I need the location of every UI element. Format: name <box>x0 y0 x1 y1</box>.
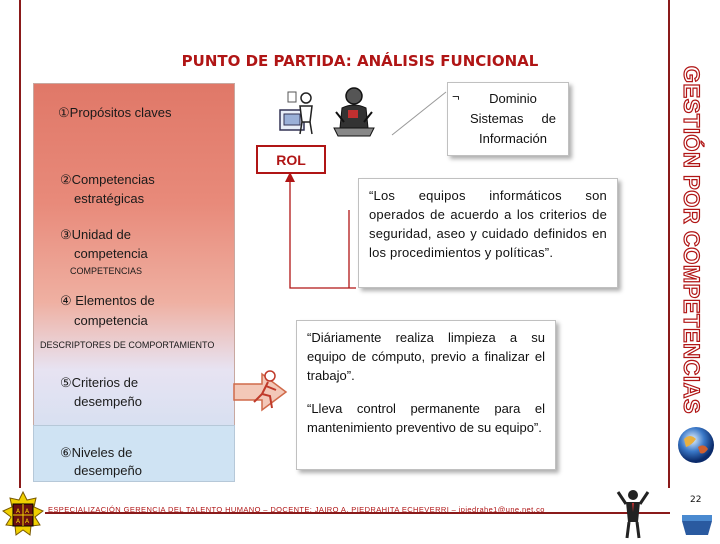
logo-letter-1: A <box>16 508 21 515</box>
domain-bullet: ¬ <box>452 89 460 104</box>
domain-line-1: Dominio <box>489 91 537 106</box>
level-item-1: ①Propósitos claves <box>58 105 172 120</box>
institution-logo <box>0 490 46 540</box>
label-competencias: COMPETENCIAS <box>70 266 143 276</box>
quote-2-text: “Diáriamente realiza limpieza a su equipo de cómputo, previo a finalizar el trabajo”. <box>307 330 545 383</box>
logo-letter-4: A <box>25 518 30 525</box>
level-item-4-line1: ④ Elementos de <box>60 293 155 308</box>
level-item-4-line2: competencia <box>74 313 148 328</box>
level-item-2-line1: ②Competencias <box>60 172 155 187</box>
quote-box-1 <box>358 178 618 288</box>
person-arrow-icon <box>232 366 288 412</box>
level-item-3-line1: ③Unidad de <box>60 227 131 242</box>
globe-image <box>672 425 718 537</box>
rol-box: ROL <box>256 145 326 174</box>
businessman-image <box>616 488 650 540</box>
level-item-5-line2: desempeño <box>74 394 142 409</box>
side-title-text: GESTIÓN POR COMPETENCIAS <box>679 65 704 415</box>
label-descriptores: DESCRIPTORES DE COMPORTAMIENTO <box>40 340 215 350</box>
quote-3-text: “Lleva control permanente para el mantenimiento preventivo de su equipo”. <box>307 401 545 435</box>
slide-title: PUNTO DE PARTIDA: ANÁLISIS FUNCIONAL <box>181 52 539 70</box>
level-item-6-line2: desempeño <box>74 463 142 478</box>
quote-box-2 <box>296 320 556 470</box>
domain-line-2: Sistemas de <box>470 111 556 126</box>
logo-letter-2: A <box>25 508 30 515</box>
level-item-5-line1: ⑤Criterios de <box>60 375 139 390</box>
quote-1-text: “Los equipos informáticos son operados de acuerdo a los criterios de seguridad, aseo y cuidado definidos en los procedimientos y políticas”. <box>369 188 607 260</box>
level-item-3-line2: competencia <box>74 246 148 261</box>
footer-text: ESPECIALIZACIÓN GERENCIA DEL TALENTO HUMANO – DOCENTE: JAIRO A. PIEDRAHITA ECHEVERRI – jpiedrahe1@une.net.co <box>48 505 545 514</box>
logo-letter-3: A <box>16 518 21 525</box>
level-item-2-line2: estratégicas <box>74 191 145 206</box>
page-number: 22 <box>690 495 702 505</box>
level-item-6-line1: ⑥Niveles de <box>60 445 133 460</box>
domain-line-3: Información <box>479 131 547 146</box>
